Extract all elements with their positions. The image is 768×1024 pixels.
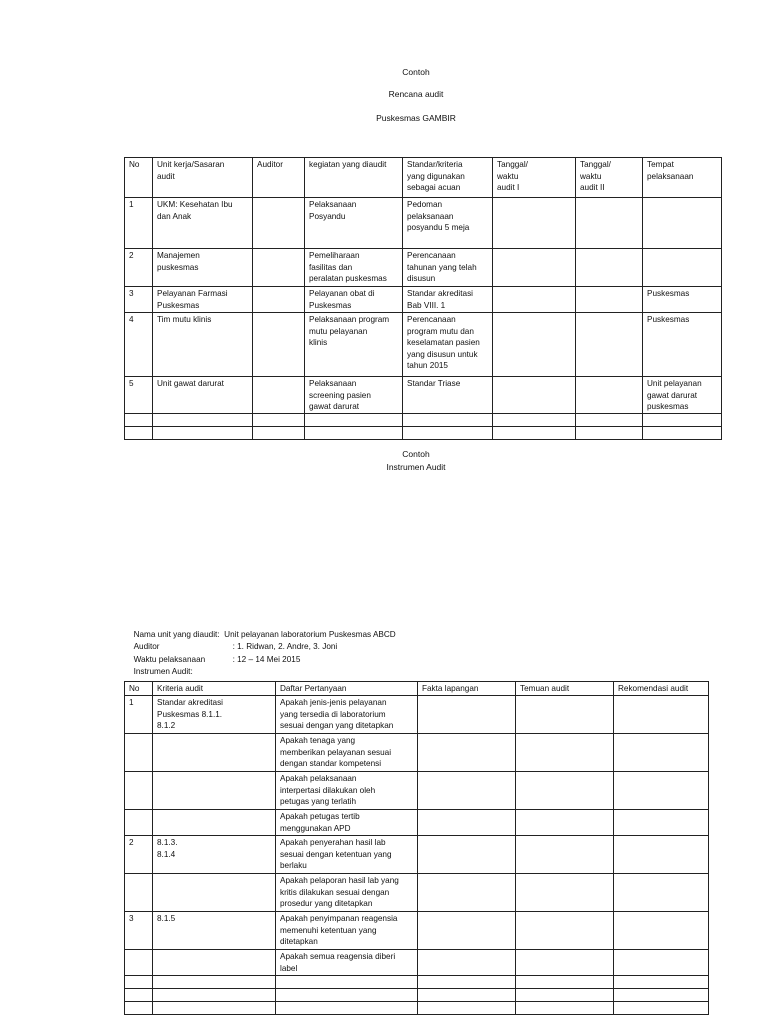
cell-text-line: kegiatan yang diaudit (309, 160, 387, 169)
cell-text-line: kritis dilakukan sesuai dengan (280, 887, 390, 897)
plan-tempat-cell (643, 287, 722, 313)
instrument-pertanyaan-cell (276, 772, 418, 810)
instrument-row (125, 696, 709, 734)
plan-empty-cell (493, 413, 576, 426)
plan-tempat-cell (643, 249, 722, 287)
audit-instrument-table (124, 681, 709, 1015)
instrument-temuan-cell (516, 734, 614, 772)
instrument-empty-row (125, 976, 709, 989)
plan-header-cell (305, 158, 403, 198)
cell-text-line: waktu (580, 171, 602, 181)
instrument-kriteria-cell (153, 950, 276, 976)
cell-text-line: Temuan audit (520, 684, 570, 693)
plan-header-cell (493, 158, 576, 198)
instrument-temuan-cell (516, 696, 614, 734)
instrument-kriteria-cell (153, 810, 276, 836)
instrument-kriteria-cell (153, 772, 276, 810)
plan-empty-cell (643, 413, 722, 426)
instrument-no-cell (125, 874, 153, 912)
instrument-temuan-cell (516, 836, 614, 874)
plan-tanggal2-cell (576, 313, 643, 377)
auditor-label: Auditor (133, 642, 160, 651)
plan-no-cell (125, 249, 153, 287)
plan-empty-cell (253, 413, 305, 426)
cell-text-line: Pedoman (407, 200, 443, 209)
cell-text-line: Standar Triase (407, 379, 461, 388)
cell-text-line: screening pasien (309, 390, 371, 400)
cell-text-line: posyandu 5 meja (407, 223, 470, 233)
instrument-empty-row (125, 989, 709, 1002)
instrument-empty-cell (516, 976, 614, 989)
cell-text-line: pelaksanaan (647, 171, 694, 181)
instrument-empty-cell (153, 989, 276, 1002)
cell-text-line: label (280, 963, 298, 973)
instrument-no-cell (125, 772, 153, 810)
plan-standar-cell (403, 377, 493, 414)
plan-header-row (125, 158, 722, 198)
instrument-row (125, 810, 709, 836)
cell-text-line: Unit pelayanan (647, 379, 702, 388)
instrument-fakta-cell (418, 912, 516, 950)
instrument-temuan-cell (516, 810, 614, 836)
plan-tanggal2-cell (576, 198, 643, 249)
plan-empty-cell (153, 413, 253, 426)
plan-tempat-cell (643, 313, 722, 377)
cell-text-line: Tanggal/ (580, 160, 611, 169)
cell-text-line: Manajemen (157, 251, 200, 260)
instrument-fakta-cell (418, 810, 516, 836)
cell-text-line: Apakah petugas tertib (280, 812, 360, 821)
cell-text-line: dan Anak (157, 211, 192, 221)
cell-text-line: Pelayanan obat di (309, 289, 375, 298)
cell-text-line: 4 (129, 315, 134, 324)
plan-kegiatan-cell (305, 313, 403, 377)
instrument-empty-cell (125, 1002, 153, 1015)
cell-text-line: peralatan puskesmas (309, 274, 387, 284)
plan-empty-cell (125, 426, 153, 439)
instrument-fakta-cell (418, 950, 516, 976)
cell-text-line: menggunakan APD (280, 823, 351, 833)
instrument-row (125, 912, 709, 950)
cell-text-line: 3 (129, 289, 134, 298)
plan-no-cell (125, 313, 153, 377)
cell-text-line: Fakta lapangan (422, 684, 479, 693)
cell-text-line: 1 (129, 698, 134, 707)
plan-standar-cell (403, 249, 493, 287)
cell-text-line: Standar akreditasi (407, 289, 473, 298)
instrument-pertanyaan-cell (276, 912, 418, 950)
instrument-empty-row (125, 1002, 709, 1015)
cell-text-line: Apakah pelaporan hasil lab yang (280, 876, 399, 885)
cell-text-line: 8.1.5 (157, 914, 176, 923)
plan-empty-cell (403, 413, 493, 426)
plan-row (125, 249, 722, 287)
instrument-fakta-cell (418, 696, 516, 734)
instrument-pertanyaan-cell (276, 810, 418, 836)
cell-text-line: yang digunakan (407, 171, 465, 181)
plan-standar-cell (403, 198, 493, 249)
plan-empty-cell (576, 413, 643, 426)
plan-tanggal2-cell (576, 377, 643, 414)
cell-text-line: ditetapkan (280, 937, 318, 947)
cell-text-line: Bab VIII. 1 (407, 300, 446, 310)
instrument-no-cell (125, 734, 153, 772)
cell-text-line: Rekomendasi audit (618, 684, 689, 693)
plan-empty-cell (305, 413, 403, 426)
cell-text-line: disusun (407, 274, 436, 284)
cell-text-line: Daftar Pertanyaan (280, 684, 347, 693)
cell-text-line: Auditor (257, 160, 283, 169)
cell-text-line: Apakah jenis-jenis pelayanan (280, 698, 387, 707)
waktu-value: : 12 – 14 Mei 2015 (232, 655, 301, 664)
cell-text-line: berlaku (280, 861, 307, 871)
instrument-pertanyaan-cell (276, 950, 418, 976)
plan-empty-cell (576, 426, 643, 439)
unit-label: Nama unit yang diaudit: (133, 630, 220, 639)
instrument-empty-cell (614, 989, 709, 1002)
cell-text-line: petugas yang terlatih (280, 797, 357, 807)
title-rencana-audit: Rencana audit (388, 89, 444, 99)
cell-text-line: sesuai dengan ketentuan yang (280, 849, 392, 859)
cell-text-line: Apakah semua reagensia diberi (280, 952, 396, 961)
cell-text-line: No (129, 684, 140, 693)
plan-row (125, 287, 722, 313)
instrument-rekomendasi-cell (614, 912, 709, 950)
plan-unit-cell (153, 287, 253, 313)
instrument-header-cell (614, 682, 709, 696)
title-contoh-1: Contoh (402, 67, 430, 77)
cell-text-line: memenuhi ketentuan yang (280, 925, 377, 935)
cell-text-line: keselamatan pasien (407, 338, 480, 348)
cell-text-line: Kriteria audit (157, 684, 203, 693)
cell-text-line: Tempat (647, 160, 674, 169)
cell-text-line: Standar akreditasi (157, 698, 223, 707)
cell-text-line: 3 (129, 914, 134, 923)
instrument-rekomendasi-cell (614, 696, 709, 734)
plan-empty-cell (305, 426, 403, 439)
instrument-pertanyaan-cell (276, 874, 418, 912)
plan-row (125, 198, 722, 249)
plan-kegiatan-cell (305, 287, 403, 313)
instrument-empty-cell (418, 989, 516, 1002)
plan-tanggal2-cell (576, 287, 643, 313)
instrument-kriteria-cell (153, 874, 276, 912)
cell-text-line: Puskesmas (647, 315, 690, 324)
cell-text-line: Posyandu (309, 211, 346, 221)
instrument-kriteria-cell (153, 696, 276, 734)
instrument-empty-cell (276, 1002, 418, 1015)
cell-text-line: Puskesmas (157, 300, 200, 310)
plan-auditor-cell (253, 377, 305, 414)
plan-tanggal1-cell (493, 249, 576, 287)
cell-text-line: Apakah penyimpanan reagensia (280, 914, 398, 923)
cell-text-line: audit II (580, 183, 605, 193)
instrument-no-cell (125, 912, 153, 950)
instrument-row (125, 874, 709, 912)
cell-text-line: Pelaksanaan (309, 200, 357, 209)
cell-text-line: fasilitas dan (309, 262, 353, 272)
cell-text-line: Apakah penyerahan hasil lab (280, 838, 386, 847)
cell-text-line: audit I (497, 183, 520, 193)
auditor-value: : 1. Ridwan, 2. Andre, 3. Joni (232, 642, 338, 651)
cell-text-line: Pelaksanaan (309, 379, 357, 388)
plan-unit-cell (153, 377, 253, 414)
instrument-empty-cell (418, 976, 516, 989)
plan-tempat-cell (643, 377, 722, 414)
cell-text-line: dengan standar kompetensi (280, 759, 382, 769)
cell-text-line: gawat darurat (647, 390, 698, 400)
instrument-empty-cell (276, 989, 418, 1002)
instrument-empty-cell (153, 976, 276, 989)
cell-text-line: tahunan yang telah (407, 262, 477, 272)
cell-text-line: Tim mutu klinis (157, 315, 212, 324)
unit-value: Unit pelayanan laboratorium Puskesmas ABCD (224, 630, 396, 639)
plan-auditor-cell (253, 313, 305, 377)
instrument-pertanyaan-cell (276, 836, 418, 874)
instrument-fakta-cell (418, 874, 516, 912)
instrument-empty-cell (614, 1002, 709, 1015)
cell-text-line: yang tersedia di laboratorium (280, 709, 386, 719)
cell-text-line: waktu (497, 171, 519, 181)
instrument-empty-cell (153, 1002, 276, 1015)
cell-text-line: UKM: Kesehatan Ibu (157, 200, 233, 209)
plan-kegiatan-cell (305, 198, 403, 249)
plan-empty-cell (403, 426, 493, 439)
plan-standar-cell (403, 287, 493, 313)
plan-header-cell (153, 158, 253, 198)
cell-text-line: puskesmas (157, 262, 199, 272)
cell-text-line: 8.1.3. (157, 838, 178, 847)
instrument-rekomendasi-cell (614, 836, 709, 874)
instrument-rekomendasi-cell (614, 950, 709, 976)
title-instrumen-audit: Instrumen Audit (386, 462, 446, 472)
instrument-rekomendasi-cell (614, 810, 709, 836)
instrument-pertanyaan-cell (276, 734, 418, 772)
plan-header-cell (576, 158, 643, 198)
instrument-header-cell (276, 682, 418, 696)
plan-empty-cell (253, 426, 305, 439)
plan-row (125, 313, 722, 377)
cell-text-line: memberikan pelayanan sesuai (280, 747, 392, 757)
plan-header-cell (643, 158, 722, 198)
instrument-pertanyaan-cell (276, 696, 418, 734)
plan-tanggal2-cell (576, 249, 643, 287)
cell-text-line: Pelayanan Farmasi (157, 289, 228, 298)
plan-header-cell (403, 158, 493, 198)
cell-text-line: Perencanaan (407, 251, 456, 260)
instrument-temuan-cell (516, 874, 614, 912)
instrument-temuan-cell (516, 950, 614, 976)
instrument-no-cell (125, 696, 153, 734)
instrument-no-cell (125, 836, 153, 874)
instrument-header-cell (418, 682, 516, 696)
plan-header-cell (125, 158, 153, 198)
instrument-row (125, 772, 709, 810)
cell-text-line: yang disusun untuk (407, 349, 478, 359)
plan-no-cell (125, 198, 153, 249)
cell-text-line: Perencanaan (407, 315, 456, 324)
plan-auditor-cell (253, 198, 305, 249)
plan-empty-cell (125, 413, 153, 426)
cell-text-line: gawat darurat (309, 402, 360, 412)
cell-text-line: sesuai dengan yang ditetapkan (280, 721, 394, 731)
plan-empty-cell (153, 426, 253, 439)
plan-empty-row (125, 426, 722, 439)
plan-tanggal1-cell (493, 313, 576, 377)
instrument-header-row (125, 682, 709, 696)
cell-text-line: puskesmas (647, 402, 689, 412)
plan-unit-cell (153, 313, 253, 377)
cell-text-line: Puskesmas (309, 300, 352, 310)
plan-auditor-cell (253, 287, 305, 313)
plan-standar-cell (403, 313, 493, 377)
plan-unit-cell (153, 198, 253, 249)
cell-text-line: 8.1.2 (157, 721, 176, 731)
plan-tanggal1-cell (493, 377, 576, 414)
plan-empty-cell (643, 426, 722, 439)
plan-unit-cell (153, 249, 253, 287)
plan-tempat-cell (643, 198, 722, 249)
cell-text-line: 2 (129, 838, 134, 847)
cell-text-line: Apakah tenaga yang (280, 736, 356, 745)
plan-empty-cell (493, 426, 576, 439)
instrument-empty-cell (125, 976, 153, 989)
instrumen-label: Instrumen Audit: (133, 667, 193, 676)
cell-text-line: program mutu dan (407, 326, 474, 336)
plan-no-cell (125, 377, 153, 414)
cell-text-line: 8.1.4 (157, 849, 176, 859)
cell-text-line: prosedur yang ditetapkan (280, 899, 373, 909)
instrument-temuan-cell (516, 912, 614, 950)
cell-text-line: Puskesmas (647, 289, 690, 298)
cell-text-line: interpertasi dilakukan oleh (280, 785, 376, 795)
instrument-row (125, 734, 709, 772)
cell-text-line: Unit kerja/Sasaran (157, 160, 225, 169)
cell-text-line: klinis (309, 338, 328, 348)
instrument-row (125, 950, 709, 976)
instrument-fakta-cell (418, 772, 516, 810)
instrument-rekomendasi-cell (614, 874, 709, 912)
instrument-kriteria-cell (153, 836, 276, 874)
cell-text-line: Pemeliharaan (309, 251, 360, 260)
plan-header-cell (253, 158, 305, 198)
instrument-rekomendasi-cell (614, 734, 709, 772)
cell-text-line: tahun 2015 (407, 361, 448, 371)
plan-kegiatan-cell (305, 377, 403, 414)
plan-tanggal1-cell (493, 198, 576, 249)
instrument-kriteria-cell (153, 734, 276, 772)
instrument-empty-cell (276, 976, 418, 989)
instrument-row (125, 836, 709, 874)
title-contoh-2: Contoh (402, 449, 430, 459)
plan-auditor-cell (253, 249, 305, 287)
instrument-header-cell (516, 682, 614, 696)
cell-text-line: pelaksanaan (407, 211, 454, 221)
cell-text-line: 2 (129, 251, 134, 260)
cell-text-line: sebagai acuan (407, 183, 461, 193)
cell-text-line: audit (157, 171, 175, 181)
instrument-fakta-cell (418, 836, 516, 874)
audit-plan-table (124, 157, 722, 440)
instrument-kriteria-cell (153, 912, 276, 950)
instrument-rekomendasi-cell (614, 772, 709, 810)
cell-text-line: Pelaksanaan program (309, 315, 390, 324)
waktu-label: Waktu pelaksanaan (133, 655, 206, 664)
cell-text-line: Unit gawat darurat (157, 379, 224, 388)
cell-text-line: Tanggal/ (497, 160, 528, 169)
instrumen-line (129, 658, 193, 676)
instrument-fakta-cell (418, 734, 516, 772)
instrument-empty-cell (614, 976, 709, 989)
plan-kegiatan-cell (305, 249, 403, 287)
instrument-temuan-cell (516, 772, 614, 810)
instrument-empty-cell (125, 989, 153, 1002)
instrument-empty-cell (516, 1002, 614, 1015)
plan-empty-row (125, 413, 722, 426)
instrument-no-cell (125, 950, 153, 976)
plan-no-cell (125, 287, 153, 313)
cell-text-line: Puskesmas 8.1.1. (157, 709, 223, 719)
cell-text-line: mutu pelayanan (309, 326, 368, 336)
instrument-empty-cell (418, 1002, 516, 1015)
instrument-empty-cell (516, 989, 614, 1002)
plan-row (125, 377, 722, 414)
cell-text-line: 5 (129, 379, 134, 388)
cell-text-line: Standar/kriteria (407, 160, 463, 169)
instrument-header-cell (153, 682, 276, 696)
cell-text-line: Apakah pelaksanaan (280, 774, 357, 783)
plan-tanggal1-cell (493, 287, 576, 313)
cell-text-line: 1 (129, 200, 134, 209)
instrument-header-cell (125, 682, 153, 696)
instrument-no-cell (125, 810, 153, 836)
title-puskesmas: Puskesmas GAMBIR (376, 113, 456, 123)
cell-text-line: No (129, 160, 140, 169)
